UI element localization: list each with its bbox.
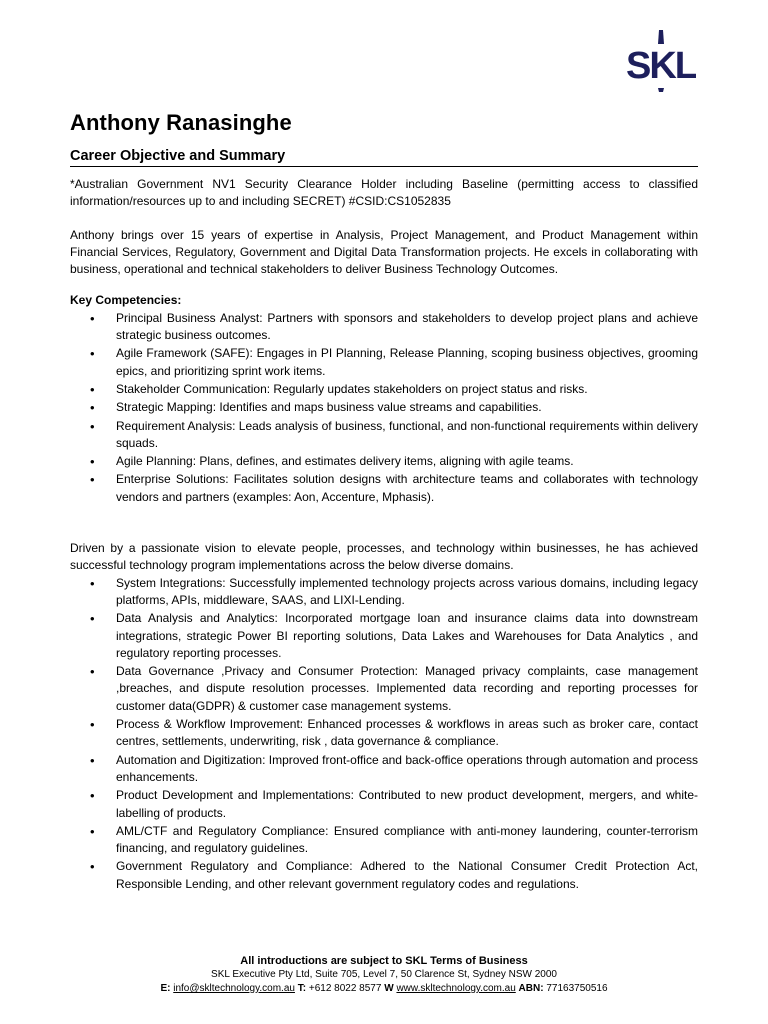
abn-number: 77163750516 — [546, 983, 608, 994]
list-item: • System Integrations: Successfully implemented technology projects across various domains, including legacy platforms, APIs, middleware, SAAS, and LIXI-Lending. — [70, 575, 698, 610]
list-item: • Requirement Analysis: Leads analysis of business, functional, and non-functional requirements within delivery squads. — [70, 418, 698, 453]
summary-paragraph: Anthony brings over 15 years of expertise in Analysis, Project Management, and Product Management within Financial Services, Regulatory, Government and Digital Data Transformation projects. He excels in collaborating with business, operational and technical stakeholders to deliver Business Technology Outcomes. — [70, 227, 698, 277]
abn-label: ABN: — [518, 983, 544, 994]
domains-intro: Driven by a passionate vision to elevate people, processes, and technology within businesses, he has achieved successful technology program implementations across the below diverse domains. — [70, 541, 698, 573]
web-label: W — [384, 983, 394, 994]
footer-address: SKL Executive Pty Ltd, Suite 705, Level 7, 50 Clarence St, Sydney NSW 2000 — [211, 969, 557, 980]
footer-title: All introductions are subject to SKL Terms of Business — [240, 955, 528, 967]
list-item: • Strategic Mapping: Identifies and maps business value streams and capabilities. — [70, 399, 698, 416]
list-item: • Product Development and Implementations: Contributed to new product development, mergers, and white-labelling of products. — [70, 787, 698, 822]
candidate-name: Anthony Ranasinghe — [70, 110, 292, 135]
list-item: • Data Analysis and Analytics: Incorporated mortgage loan and insurance claims data into downstream integrations, strategic Power BI reporting solutions, Data Lakes and Warehouses for Data Analytics , and regulatory reporting processes. — [70, 610, 698, 662]
list-item: • Principal Business Analyst: Partners with sponsors and stakeholders to develop project plans and achieve strategic business outcomes. — [70, 310, 698, 345]
email-link[interactable]: info@skltechnology.com.au — [173, 983, 295, 994]
list-item: • Agile Planning: Plans, defines, and estimates delivery items, aligning with agile teams. — [70, 453, 698, 470]
list-item: • Stakeholder Communication: Regularly updates stakeholders on project status and risks. — [70, 381, 698, 398]
email-label: E: — [160, 983, 171, 994]
page-footer — [0, 954, 768, 996]
list-item: • Government Regulatory and Compliance: Adhered to the National Consumer Credit Protection Act, Responsible Lending, and other relevant government regulatory codes and regulations. — [70, 858, 698, 893]
list-item: • Automation and Digitization: Improved front-office and back-office operations through automation and process enhancements. — [70, 752, 698, 787]
skl-logo — [626, 30, 696, 92]
list-item: • AML/CTF and Regulatory Compliance: Ensured compliance with anti-money laundering, counter-terrorism financing, and regulatory guidelines. — [70, 823, 698, 858]
footer-contact — [0, 982, 768, 996]
domains-list — [70, 575, 698, 893]
section-title: Career Objective and Summary — [70, 148, 698, 167]
list-item: • Enterprise Solutions: Facilitates solution designs with architecture teams and collaborates with technology vendors and partners (examples: Aon, Accenture, Mphasis). — [70, 471, 698, 506]
clearance-statement: *Australian Government NV1 Security Clearance Holder including Baseline (permitting access to classified information/resources up to and including SECRET) #CSID:CS1052835 — [70, 177, 698, 209]
skl-logo-text: SKL — [626, 45, 696, 87]
competencies-title: Key Competencies: — [70, 293, 182, 308]
list-item: • Agile Framework (SAFE): Engages in PI Planning, Release Planning, scoping business objectives, grooming epics, and prioritizing sprint work items. — [70, 345, 698, 380]
list-item: • Process & Workflow Improvement: Enhanced processes & workflows in areas such as broker care, contact centres, settlements, underwriting, risk , data governance & compliance. — [70, 716, 698, 751]
resume-content — [70, 176, 698, 894]
list-item: • Data Governance ,Privacy and Consumer Protection: Managed privacy complaints, case management ,breaches, and dispute resolution processes. Implemented data recording and reporting processes for customer data(GDPR) & customer case management systems. — [70, 663, 698, 715]
phone-label: T: — [297, 983, 307, 994]
phone-number: +612 8022 8577 — [308, 983, 382, 994]
website-link[interactable]: www.skltechnology.com.au — [396, 983, 516, 994]
competencies-list — [70, 310, 698, 506]
